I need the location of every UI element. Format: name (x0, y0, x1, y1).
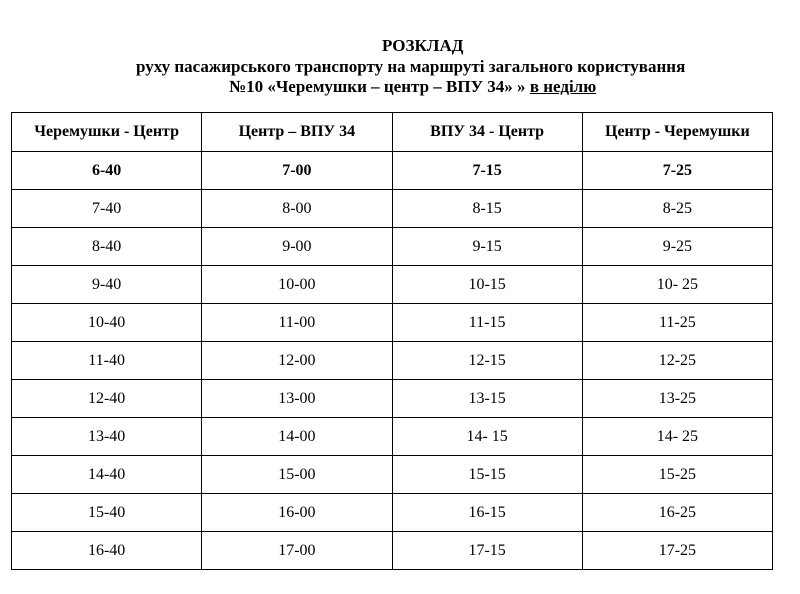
document-subtitle: руху пасажирського транспорту на маршруті загального користування (136, 57, 686, 76)
table-cell: 12-40 (12, 380, 202, 418)
table-cell: 11-15 (392, 304, 582, 342)
table-cell: 14-40 (12, 456, 202, 494)
table-cell: 8-15 (392, 190, 582, 228)
table-cell: 9-25 (582, 228, 772, 266)
table-cell: 14-00 (202, 418, 392, 456)
day-of-week: в неділю (529, 77, 597, 96)
table-cell: 12-15 (392, 342, 582, 380)
route-name: №10 «Черемушки – центр – ВПУ 34» » (229, 77, 526, 96)
table-cell: 14- 15 (392, 418, 582, 456)
table-cell: 15-40 (12, 494, 202, 532)
table-cell: 11-00 (202, 304, 392, 342)
table-cell: 10- 25 (582, 266, 772, 304)
column-header: Черемушки - Центр (12, 113, 202, 152)
column-header: Центр – ВПУ 34 (202, 113, 392, 152)
table-cell: 11-40 (12, 342, 202, 380)
table-row (12, 228, 773, 266)
table-cell: 9-40 (12, 266, 202, 304)
column-header: ВПУ 34 - Центр (392, 113, 582, 152)
table-cell: 11-25 (582, 304, 772, 342)
schedule-body (12, 152, 773, 570)
table-cell: 8-40 (12, 228, 202, 266)
table-row (12, 152, 773, 190)
table-row (12, 532, 773, 570)
table-row (12, 380, 773, 418)
table-cell: 13-15 (392, 380, 582, 418)
table-cell: 17-15 (392, 532, 582, 570)
document-title: РОЗКЛАД (382, 36, 464, 55)
table-cell: 13-40 (12, 418, 202, 456)
table-header-row (12, 113, 773, 152)
table-row (12, 304, 773, 342)
table-cell: 7-25 (582, 152, 772, 190)
table-row (12, 190, 773, 228)
table-cell: 10-15 (392, 266, 582, 304)
table-cell: 15-25 (582, 456, 772, 494)
table-row (12, 342, 773, 380)
table-cell: 17-25 (582, 532, 772, 570)
table-cell: 16-40 (12, 532, 202, 570)
schedule-table (11, 112, 773, 570)
table-cell: 7-00 (202, 152, 392, 190)
table-cell: 8-00 (202, 190, 392, 228)
table-cell: 16-15 (392, 494, 582, 532)
route-line (229, 77, 596, 97)
table-cell: 9-15 (392, 228, 582, 266)
table-cell: 13-25 (582, 380, 772, 418)
table-row (12, 456, 773, 494)
table-cell: 6-40 (12, 152, 202, 190)
table-cell: 7-40 (12, 190, 202, 228)
table-cell: 7-15 (392, 152, 582, 190)
table-cell: 9-00 (202, 228, 392, 266)
table-cell: 16-25 (582, 494, 772, 532)
table-cell: 10-00 (202, 266, 392, 304)
table-row (12, 418, 773, 456)
table-cell: 15-00 (202, 456, 392, 494)
table-cell: 10-40 (12, 304, 202, 342)
table-cell: 13-00 (202, 380, 392, 418)
table-cell: 12-00 (202, 342, 392, 380)
table-cell: 8-25 (582, 190, 772, 228)
table-cell: 12-25 (582, 342, 772, 380)
table-cell: 14- 25 (582, 418, 772, 456)
table-row (12, 494, 773, 532)
table-cell: 15-15 (392, 456, 582, 494)
column-header: Центр - Черемушки (582, 113, 772, 152)
table-cell: 16-00 (202, 494, 392, 532)
table-cell: 17-00 (202, 532, 392, 570)
table-row (12, 266, 773, 304)
